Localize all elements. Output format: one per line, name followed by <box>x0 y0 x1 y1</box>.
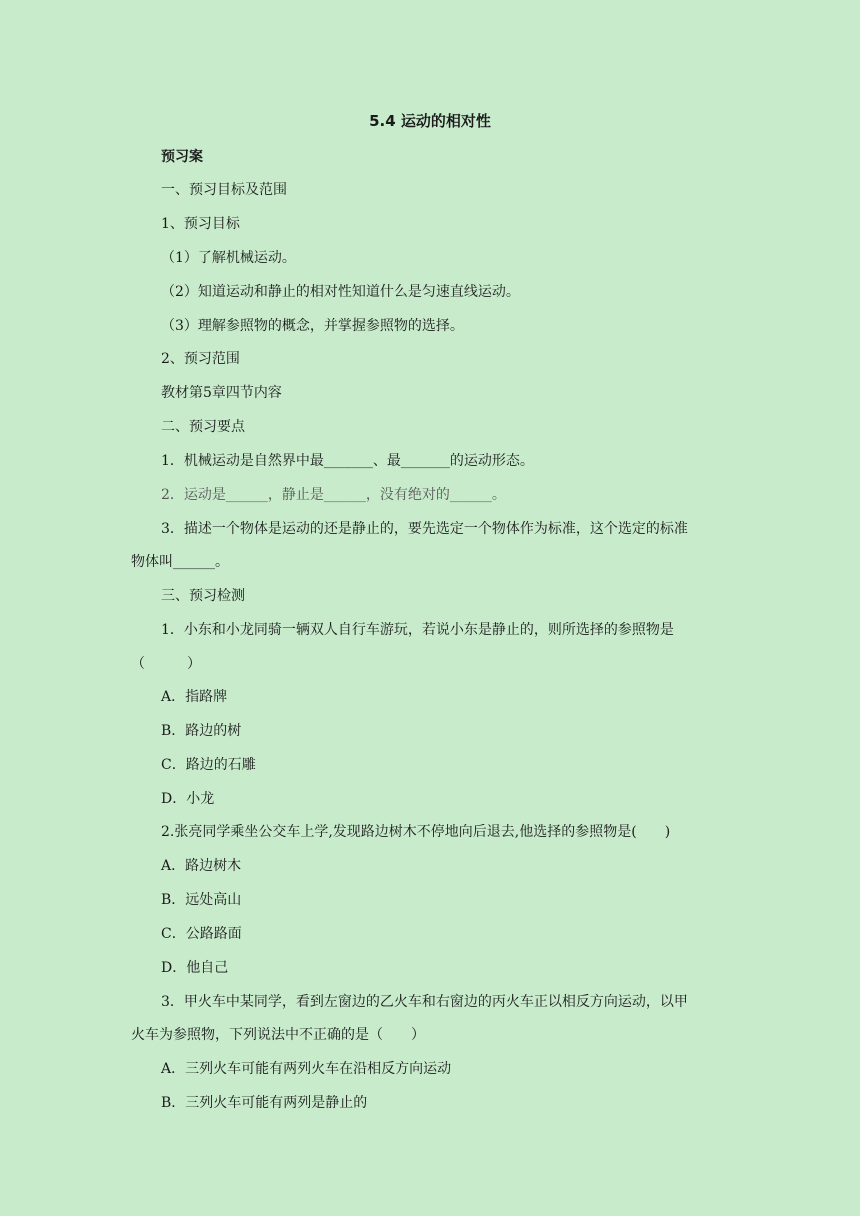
question-2-option-c: C．公路路面 <box>161 926 242 942</box>
question-3-stem-cont: 火车为参照物，下列说法中不正确的是（ ） <box>131 1027 425 1043</box>
goal-item: （2）知道运动和静止的相对性知道什么是匀速直线运动。 <box>161 284 520 300</box>
question-1-stem: 1．小东和小龙同骑一辆双人自行车游玩，若说小东是静止的，则所选择的参照物是 <box>161 622 674 638</box>
section1-heading: 一、预习目标及范围 <box>161 182 287 198</box>
question-3-stem: 3．甲火车中某同学，看到左窗边的乙火车和右窗边的丙火车正以相反方向运动，以甲 <box>161 994 688 1010</box>
question-1-stem-cont: （ ） <box>131 656 201 672</box>
goal-heading: 1、预习目标 <box>161 216 240 232</box>
range-heading: 2、预习范围 <box>161 351 240 367</box>
question-2-option-d: D．他自己 <box>161 960 229 976</box>
question-2-stem: 2.张亮同学乘坐公交车上学,发现路边树木不停地向后退去,他选择的参照物是( ) <box>161 824 671 840</box>
question-3-option-a: A．三列火车可能有两列火车在沿相反方向运动 <box>161 1061 452 1077</box>
question-1-option-a: A．指路牌 <box>161 689 228 705</box>
question-2-option-b: B．远处高山 <box>161 892 242 908</box>
question-2-option-a: A．路边树木 <box>161 858 242 874</box>
section3-heading: 三、预习检测 <box>161 588 245 604</box>
key-point: 3．描述一个物体是运动的还是静止的，要先选定一个物体作为标准，这个选定的标准 <box>161 521 688 537</box>
question-1-option-b: B．路边的树 <box>161 723 242 739</box>
key-point: 1．机械运动是自然界中最_______、最_______的运动形态。 <box>161 453 534 469</box>
key-point: 2．运动是______，静止是______，没有绝对的______。 <box>161 487 506 503</box>
goal-item: （1）了解机械运动。 <box>161 250 296 266</box>
question-1-option-d: D．小龙 <box>161 791 215 807</box>
question-1-option-c: C．路边的石雕 <box>161 757 256 773</box>
page-title: 5.4 运动的相对性 <box>369 112 491 130</box>
goal-item: （3）理解参照物的概念，并掌握参照物的选择。 <box>161 318 464 334</box>
key-point-continuation: 物体叫______。 <box>131 554 229 570</box>
question-3-option-b: B．三列火车可能有两列是静止的 <box>161 1095 368 1111</box>
preview-heading: 预习案 <box>161 149 203 165</box>
range-text: 教材第5章四节内容 <box>161 385 282 401</box>
section2-heading: 二、预习要点 <box>161 419 245 435</box>
